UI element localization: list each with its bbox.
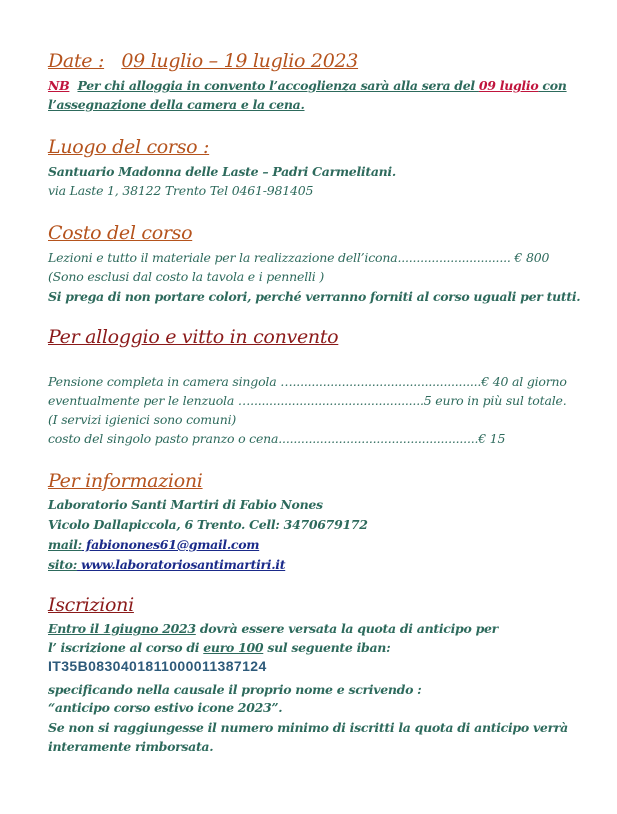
deadline: Entro il 1giugno 2023: [48, 621, 196, 636]
mail-link[interactable]: fabionones61@gmail.com: [81, 537, 260, 552]
iscrizioni-line3: specificando nella causale il proprio nome e scrivendo :: [48, 682, 422, 697]
iscrizioni-line6: interamente rimborsata.: [48, 739, 214, 754]
info-line2: Vicolo Dallapiccola, 6 Trento. Cell: 3470679172: [48, 517, 368, 532]
date-range: 09 luglio – 19 luglio 2023: [121, 50, 359, 72]
iscrizioni-line2-end: sul seguente iban:: [263, 640, 391, 655]
note-text-2: con: [538, 78, 567, 93]
date-note: [48, 78, 567, 93]
note-highlight: 09 luglio: [478, 78, 539, 93]
costo-heading: Costo del corso: [48, 222, 193, 244]
date-heading: [48, 50, 358, 72]
costo-line3: Si prega di non portare colori, perché verranno forniti al corso uguali per tutti.: [48, 289, 581, 304]
alloggio-line2: eventualmente per le lenzuola …..............................................5 euro in più sul totale.: [48, 393, 567, 408]
alloggio-line4: costo del singolo pasto pranzo o cena.....................................................€ 15: [48, 431, 506, 446]
site-link[interactable]: www.laboratoriosantimartiri.it: [77, 557, 286, 572]
costo-line2: (Sono esclusi dal costo la tavola e i pennelli ): [48, 269, 325, 284]
note-text-1: Per chi alloggia in convento l’accoglienza sarà alla sera del: [77, 78, 479, 93]
iban-code: IT35B0830401811000011387124: [48, 658, 267, 674]
date-note-line2: l’assegnazione della camera e la cena.: [48, 97, 305, 112]
luogo-heading: Luogo del corso :: [48, 136, 210, 158]
info-line1: Laboratorio Santi Martiri di Fabio Nones: [48, 497, 323, 512]
site-label: sito:: [48, 557, 78, 572]
alloggio-line1: Pensione completa in camera singola …..................................................€ 40 al giorno: [48, 374, 567, 389]
costo-line1: Lezioni e tutto il materiale per la realizzazione dell’icona.............................. € 800: [48, 250, 550, 265]
iscrizioni-line2: [48, 640, 390, 655]
iscrizioni-heading: Iscrizioni: [48, 594, 134, 616]
date-label: Date :: [48, 50, 105, 72]
iscrizioni-line1-text: dovrà essere versata la quota di anticipo per: [195, 621, 498, 636]
luogo-line2: via Laste 1, 38122 Trento Tel 0461-981405: [48, 183, 314, 198]
info-heading: Per informazioni: [48, 470, 203, 492]
note-nb: NB: [48, 78, 70, 93]
info-site[interactable]: [48, 557, 301, 572]
iscrizioni-line4: “anticipo corso estivo icone 2023”.: [48, 700, 283, 715]
luogo-line1: Santuario Madonna delle Laste – Padri Carmelitani.: [48, 164, 396, 179]
info-mail[interactable]: [48, 537, 259, 552]
alloggio-heading: Per alloggio e vitto in convento: [48, 326, 339, 348]
iscrizioni-line1: [48, 621, 498, 636]
alloggio-line3: (I servizi igienici sono comuni): [48, 412, 237, 427]
deposit-amount: euro 100: [203, 640, 264, 655]
mail-label: mail:: [48, 537, 82, 552]
iscrizioni-line5: Se non si raggiungesse il numero minimo di iscritti la quota di anticipo verrà: [48, 720, 568, 735]
iscrizioni-line2-text: l’ iscrizione al corso di: [48, 640, 204, 655]
